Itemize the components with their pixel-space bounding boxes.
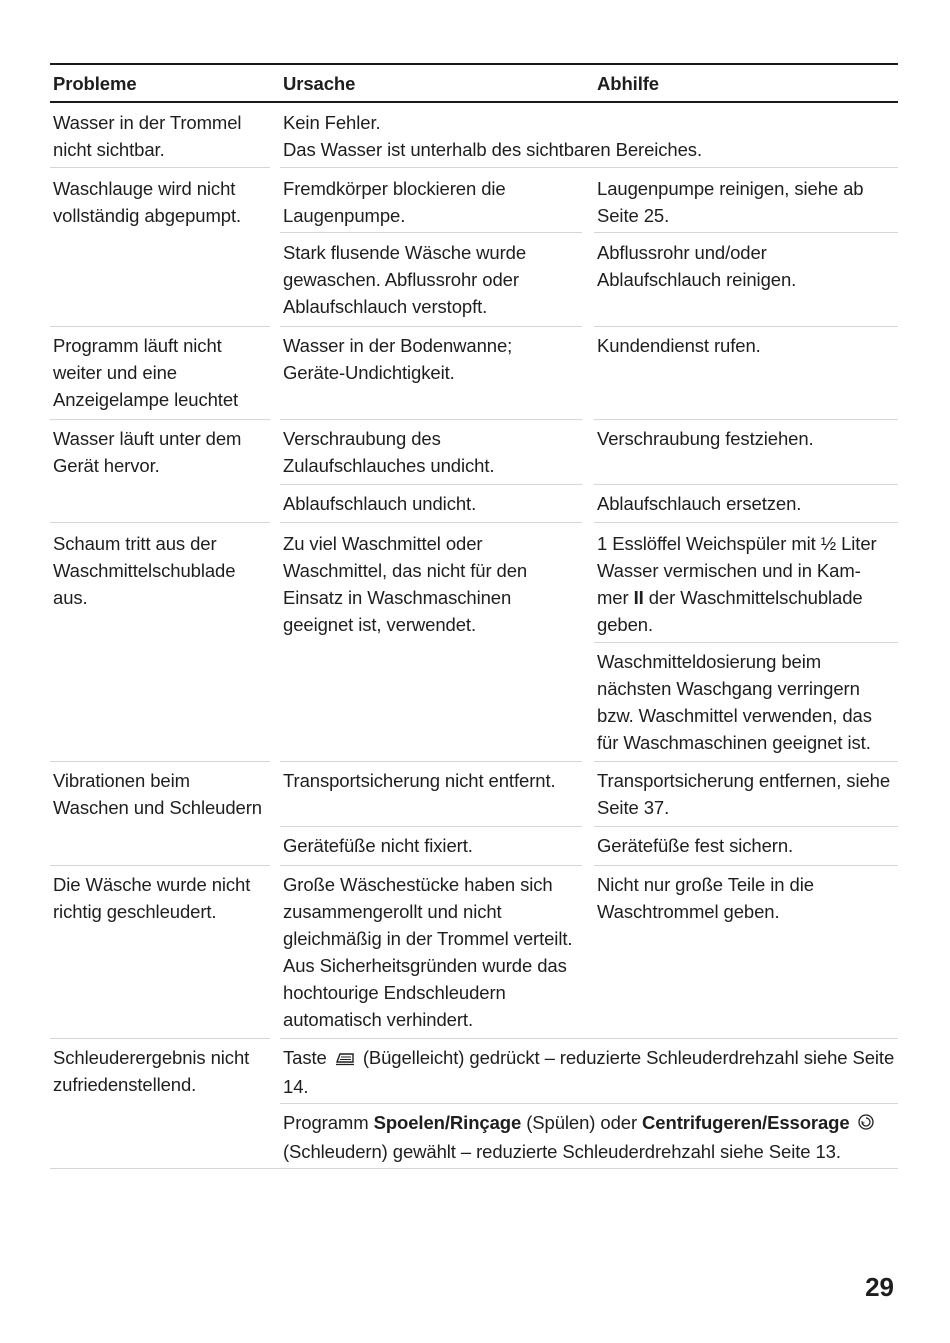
row-divider	[50, 326, 270, 327]
cause-cell: Ablaufschlauch undicht.	[283, 493, 477, 514]
page-number: 29	[865, 1272, 894, 1302]
cause-text: Taste	[283, 1047, 327, 1068]
problem-cell: Schaum tritt aus der Waschmittelschublade aus.	[53, 533, 236, 608]
cause-cell: Große Wäschestücke haben sich zusammengerollt und nicht gleichmäßig in der Trommel verteilt. Aus Sicherheitsgründen wurde das hochtourige Endschleudern automatisch verhindert.	[283, 874, 573, 1030]
row-divider	[280, 419, 582, 420]
row-divider	[594, 326, 898, 327]
row-divider	[280, 865, 582, 866]
remedy-text: der Waschmittelschublade	[643, 587, 863, 608]
row-divider	[280, 167, 898, 168]
problem-cell: Vibrationen beim Waschen und Schleudern	[53, 770, 262, 818]
row-divider	[280, 1103, 898, 1104]
cause-cell: Kein Fehler. Das Wasser ist unterhalb des sichtbaren Bereiches.	[283, 112, 702, 160]
header-problems: Probleme	[53, 73, 137, 94]
remedy-cell: Transportsicherung entfernen, siehe Seite 37.	[597, 770, 891, 818]
cause-cell: Gerätefüße nicht fixiert.	[283, 835, 473, 856]
cause-cell: Transportsicherung nicht entfernt.	[283, 770, 556, 791]
cause-cell: Fremdkörper blockieren die Laugenpumpe.	[283, 178, 506, 226]
row-divider	[594, 484, 898, 485]
cause-cell	[283, 1109, 898, 1165]
iron-icon	[334, 1046, 356, 1073]
row-divider	[594, 865, 898, 866]
row-divider	[280, 761, 582, 762]
remedy-cell: Ablaufschlauch ersetzen.	[597, 493, 802, 514]
cause-text: (Spülen) oder	[521, 1112, 643, 1133]
row-divider	[594, 522, 898, 523]
problem-cell: Waschlauge wird nicht vollständig abgepumpt.	[53, 178, 242, 226]
row-divider	[50, 1038, 270, 1039]
cause-cell: Wasser in der Bodenwanne; Geräte-Undichtigkeit.	[283, 335, 513, 383]
table-top-rule	[50, 63, 898, 65]
header-cause: Ursache	[283, 73, 356, 94]
cause-cell: Verschraubung des Zulaufschlauches undicht.	[283, 428, 495, 476]
remedy-cell: Waschmitteldosierung beim nächsten Waschgang verringern bzw. Waschmittel verwenden, das für Waschmaschinen geeignet ist.	[597, 651, 872, 753]
spin-icon	[857, 1111, 875, 1138]
cause-cell: Zu viel Waschmittel oder Waschmittel, das nicht für den Einsatz in Waschmaschinen geeignet ist, verwendet.	[283, 533, 528, 635]
problem-cell: Schleuderergebnis nicht zufriedenstellend.	[53, 1047, 250, 1095]
remedy-cell: Laugenpumpe reinigen, siehe ab Seite 25.	[597, 178, 864, 226]
row-divider	[280, 1038, 898, 1039]
cause-text: (Schleudern) gewählt – reduzierte Schleuderdrehzahl siehe Seite 13.	[283, 1141, 841, 1162]
row-divider	[280, 522, 582, 523]
header-remedy: Abhilfe	[597, 73, 659, 94]
remedy-cell: Abflussrohr und/oder Ablaufschlauch reinigen.	[597, 242, 797, 290]
problem-cell: Wasser läuft unter dem Gerät hervor.	[53, 428, 242, 476]
cause-text: Programm	[283, 1112, 374, 1133]
row-divider	[280, 484, 582, 485]
cause-text: 14.	[283, 1076, 309, 1097]
row-divider	[594, 642, 898, 643]
remedy-cell: Nicht nur große Teile in die Waschtrommel geben.	[597, 874, 814, 922]
problem-cell: Die Wäsche wurde nicht richtig geschleudert.	[53, 874, 251, 922]
program-name: Spoelen/Rinçage	[373, 1112, 522, 1133]
row-divider	[280, 232, 582, 233]
remedy-cell	[597, 530, 877, 638]
row-divider	[280, 326, 582, 327]
remedy-text: 1 Esslöffel Weichspüler mit ½ Liter Wasser vermischen und in Kam- mer	[597, 533, 877, 608]
remedy-cell: Kundendienst rufen.	[597, 335, 761, 356]
table-bottom-rule	[50, 1168, 898, 1169]
cause-text: (Bügelleicht) gedrückt – reduzierte Schleuderdrehzahl siehe Seite	[362, 1047, 895, 1068]
program-name: Centrifugeren/Essorage	[642, 1112, 850, 1133]
remedy-cell: Gerätefüße fest sichern.	[597, 835, 794, 856]
problem-cell: Programm läuft nicht weiter und eine Anzeigelampe leuchtet	[53, 335, 239, 410]
cause-cell	[283, 1044, 898, 1100]
row-divider	[594, 232, 898, 233]
row-divider	[280, 826, 582, 827]
cause-cell: Stark flusende Wäsche wurde gewaschen. Abflussrohr oder Ablaufschlauch verstopft.	[283, 242, 527, 317]
compartment-label: II	[633, 587, 644, 608]
remedy-cell: Verschraubung festziehen.	[597, 428, 814, 449]
row-divider	[50, 865, 270, 866]
row-divider	[50, 167, 270, 168]
header-bottom-rule	[50, 101, 898, 103]
row-divider	[594, 419, 898, 420]
row-divider	[50, 419, 270, 420]
row-divider	[594, 826, 898, 827]
row-divider	[50, 761, 270, 762]
remedy-text: geben.	[597, 614, 653, 635]
row-divider	[50, 522, 270, 523]
problem-cell: Wasser in der Trommel nicht sichtbar.	[53, 112, 242, 160]
row-divider	[594, 761, 898, 762]
